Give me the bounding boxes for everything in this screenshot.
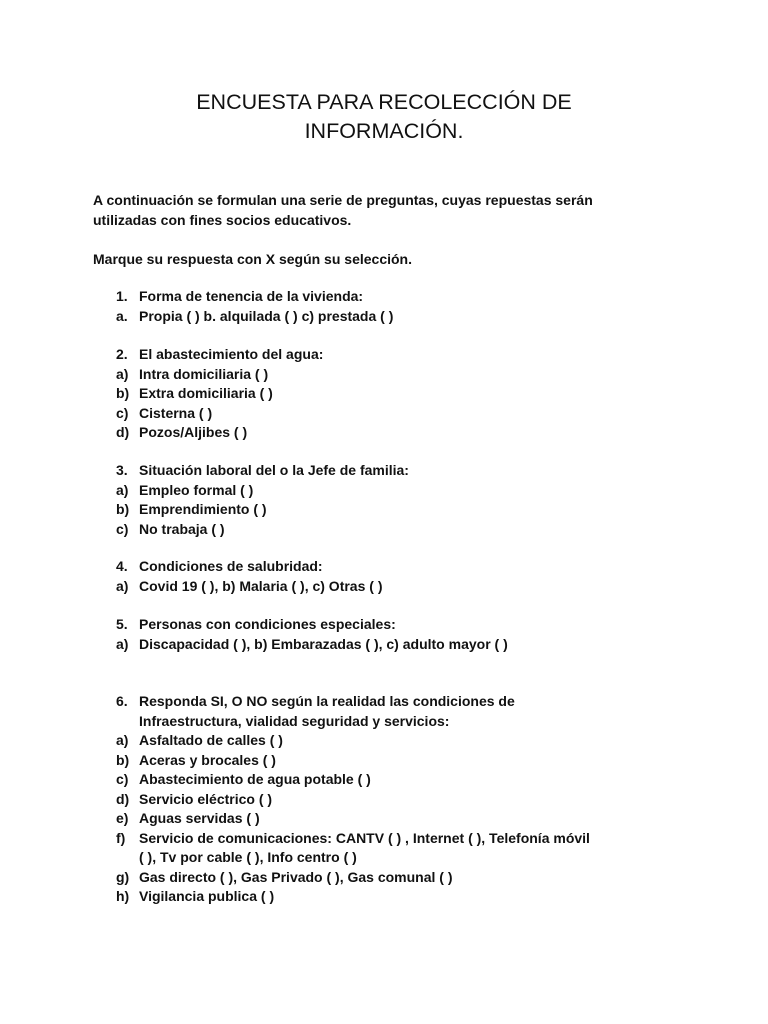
option-text: Propia ( ) b. alquilada ( ) c) prestada ( ) xyxy=(139,307,394,324)
option-text: Servicio eléctrico ( ) xyxy=(139,790,273,807)
option-text: Emprendimiento ( ) xyxy=(139,501,267,517)
option-item xyxy=(116,307,676,327)
option-text-continuation: ( ), Tv por cable ( ), Info centro ( ) xyxy=(139,849,357,865)
option-letter: h) xyxy=(116,888,130,904)
option-item xyxy=(116,577,676,597)
option-item xyxy=(116,635,676,655)
option-item xyxy=(116,365,676,385)
title-line-2: INFORMACIÓN. xyxy=(304,119,464,143)
option-letter: g) xyxy=(116,868,130,885)
question-3 xyxy=(116,461,676,539)
option-text: Aceras y brocales ( ) xyxy=(139,751,276,768)
question-number: 6. xyxy=(116,693,128,709)
option-letter: b) xyxy=(116,751,130,768)
question-text: Forma de tenencia de la vivienda: xyxy=(139,288,364,304)
option-letter: e) xyxy=(116,810,129,826)
option-item xyxy=(116,384,676,404)
option-item xyxy=(116,404,676,424)
option-item xyxy=(116,790,676,810)
option-letter: b) xyxy=(116,501,130,517)
document-title xyxy=(80,88,688,146)
question-number: 4. xyxy=(116,558,128,574)
question-number: 5. xyxy=(116,616,128,632)
question-2 xyxy=(116,345,676,443)
question-text: Responda SI, O NO según la realidad las condiciones de xyxy=(139,693,515,709)
option-letter: f) xyxy=(116,829,126,846)
option-text: Pozos/Aljibes ( ) xyxy=(139,424,248,440)
intro-line-2: utilizadas con fines socios educativos. xyxy=(93,212,352,228)
option-text: Servicio de comunicaciones: CANTV ( ) , Internet ( ), Telefonía móvil xyxy=(139,829,590,846)
question-number: 3. xyxy=(116,462,128,478)
title-line-1: ENCUESTA PARA RECOLECCIÓN DE xyxy=(196,90,572,114)
option-letter: a. xyxy=(116,307,128,324)
option-letter: c) xyxy=(116,771,129,787)
option-item xyxy=(116,887,676,907)
option-text: Cisterna ( ) xyxy=(139,404,213,421)
option-item xyxy=(116,731,676,751)
option-letter: a) xyxy=(116,577,129,594)
option-text: Gas directo ( ), Gas Privado ( ), Gas comunal ( ) xyxy=(139,868,453,885)
option-text: Vigilancia publica ( ) xyxy=(139,888,275,904)
option-text: Discapacidad ( ), b) Embarazadas ( ), c) adulto mayor ( ) xyxy=(139,635,508,652)
intro-paragraph xyxy=(93,190,675,230)
question-4 xyxy=(116,557,676,596)
option-text: Intra domiciliaria ( ) xyxy=(139,365,269,382)
option-text: No trabaja ( ) xyxy=(139,520,225,537)
question-text: Situación laboral del o la Jefe de familia: xyxy=(139,462,409,478)
option-item xyxy=(116,751,676,771)
question-text: El abastecimiento del agua: xyxy=(139,346,324,362)
option-item xyxy=(116,520,676,540)
option-item xyxy=(116,481,676,501)
option-letter: c) xyxy=(116,404,129,421)
option-letter: a) xyxy=(116,365,129,382)
option-text: Covid 19 ( ), b) Malaria ( ), c) Otras ( ) xyxy=(139,577,383,594)
option-text: Extra domiciliaria ( ) xyxy=(139,385,273,401)
option-item xyxy=(116,868,676,888)
option-letter: a) xyxy=(116,635,129,652)
question-1 xyxy=(116,287,676,326)
question-5 xyxy=(116,615,676,654)
option-item xyxy=(116,500,676,520)
option-letter: d) xyxy=(116,790,130,807)
question-number: 1. xyxy=(116,288,128,304)
option-text: Empleo formal ( ) xyxy=(139,481,254,498)
option-letter: c) xyxy=(116,520,129,537)
instruction-text: Marque su respuesta con X según su selección. xyxy=(93,251,412,267)
option-item xyxy=(116,770,676,790)
option-letter: d) xyxy=(116,424,130,440)
option-item xyxy=(116,423,676,443)
option-letter: b) xyxy=(116,385,130,401)
option-text: Abastecimiento de agua potable ( ) xyxy=(139,771,371,787)
option-text: Aguas servidas ( ) xyxy=(139,810,260,826)
question-number: 2. xyxy=(116,346,128,362)
option-item xyxy=(116,809,676,829)
question-text-continuation: Infraestructura, vialidad seguridad y servicios: xyxy=(139,712,450,729)
question-6 xyxy=(116,692,676,907)
option-letter: a) xyxy=(116,481,129,498)
intro-line-1: A continuación se formulan una serie de preguntas, cuyas repuestas serán xyxy=(93,192,593,208)
option-letter: a) xyxy=(116,732,129,748)
option-text: Asfaltado de calles ( ) xyxy=(139,732,283,748)
question-text: Condiciones de salubridad: xyxy=(139,558,323,574)
question-text: Personas con condiciones especiales: xyxy=(139,616,396,632)
option-item xyxy=(116,829,676,868)
